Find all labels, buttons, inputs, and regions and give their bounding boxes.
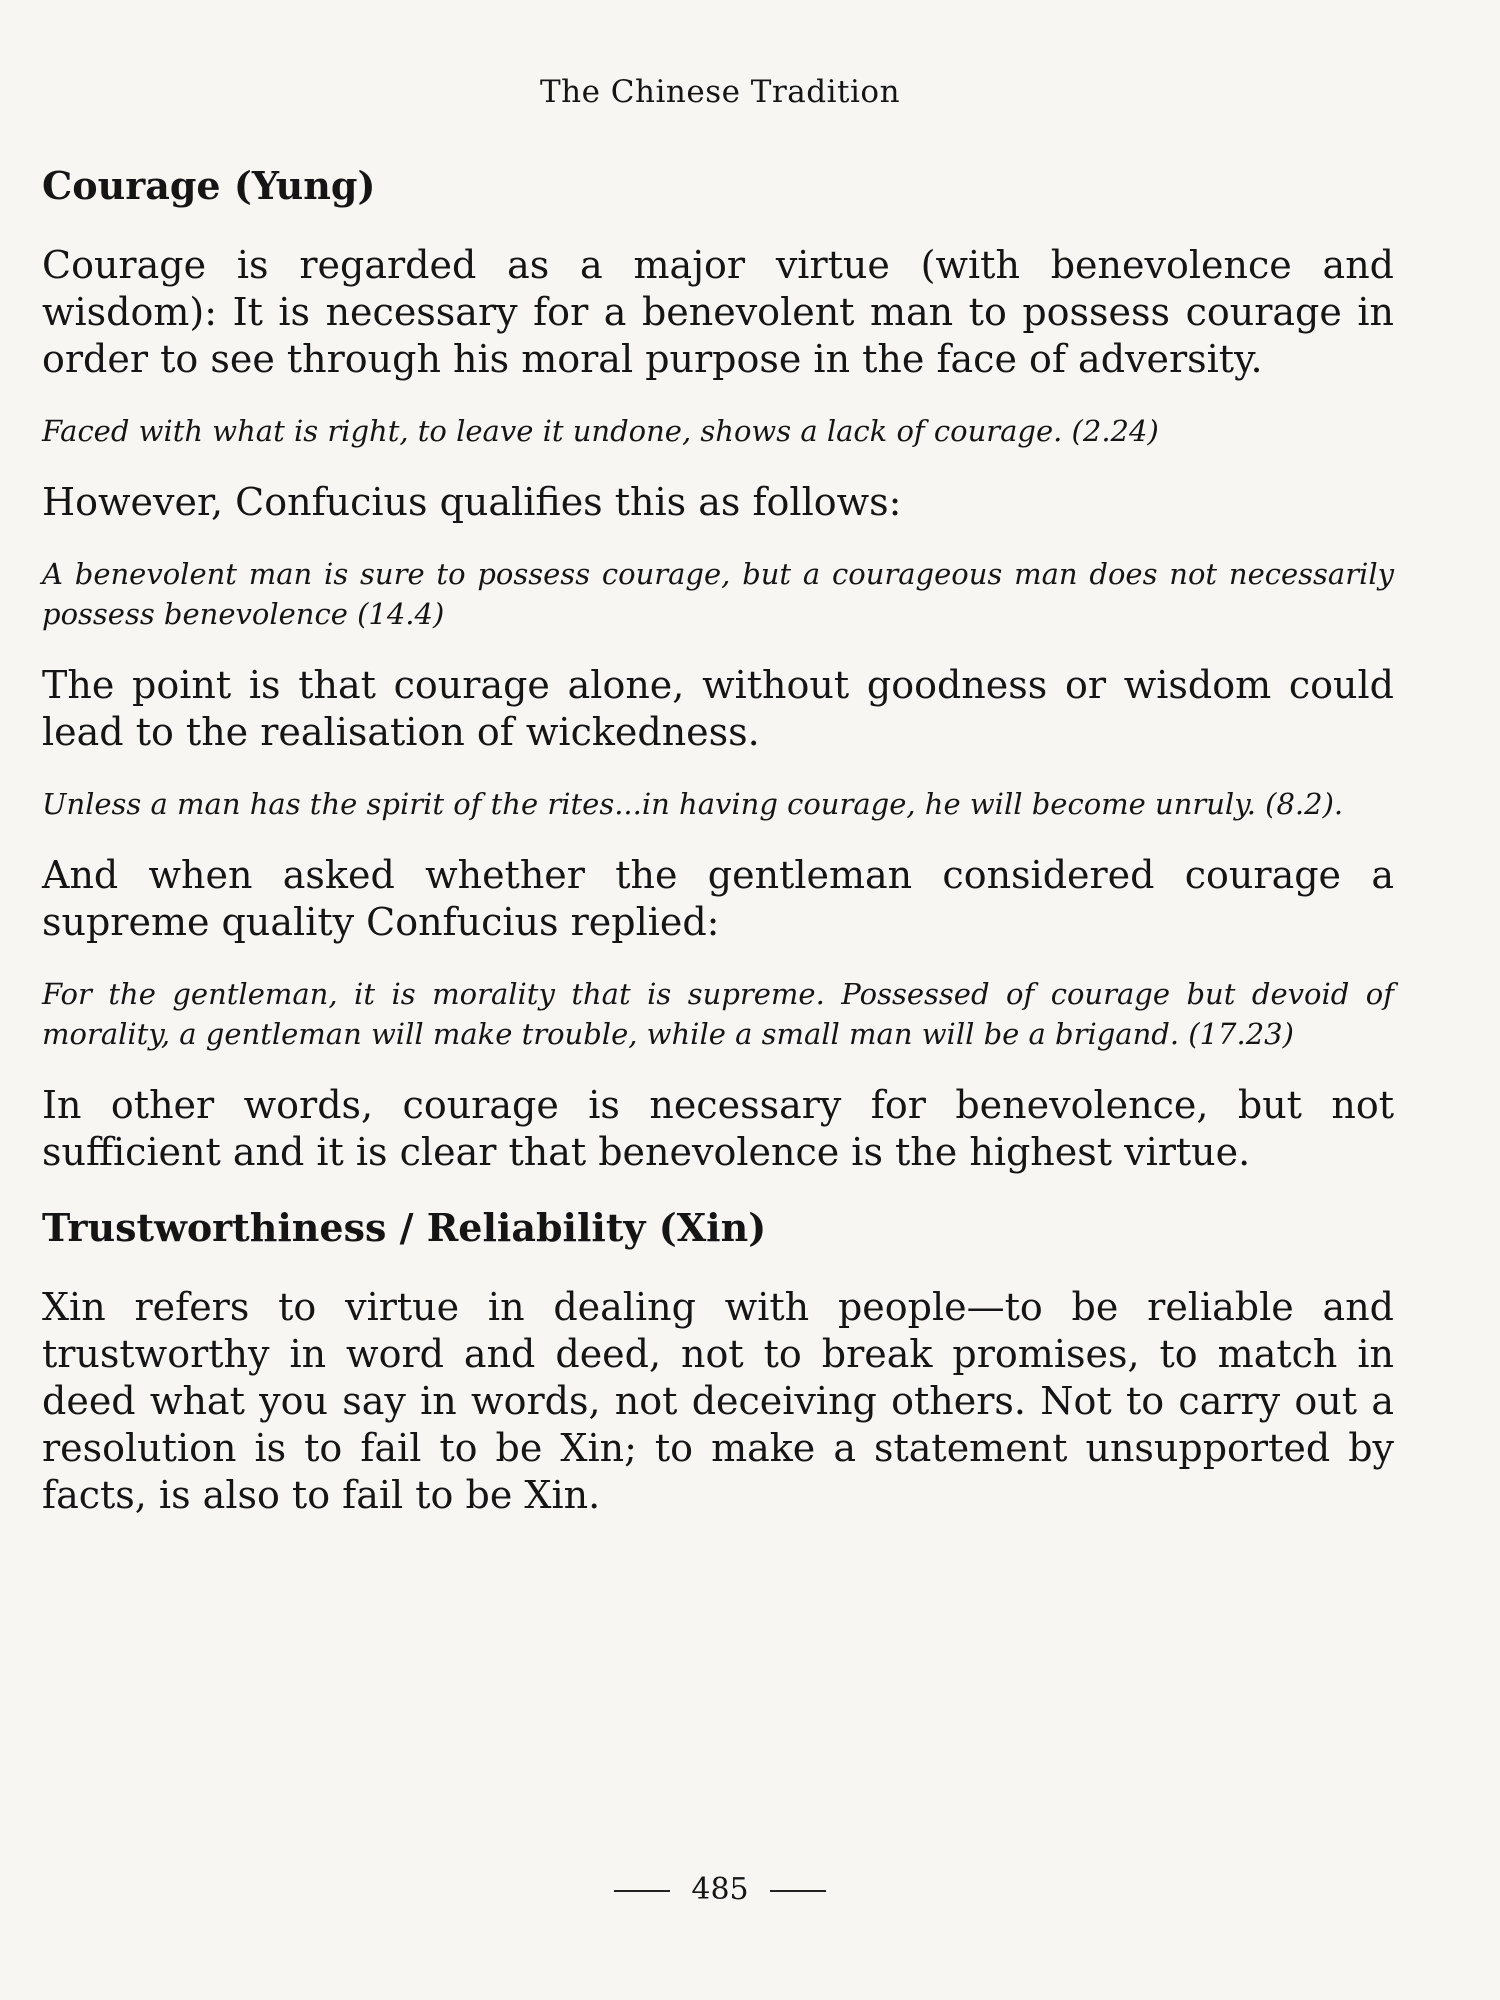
quotation: Faced with what is right, to leave it undone, shows a lack of courage. (2.24) xyxy=(42,414,1159,448)
paragraph: Xin refers to virtue in dealing with people—to be reliable and trustworthy in word and deed, not to break promises, to match in deed what you say in words, not deceiving others. Not to carry out a resolution is to fail to be Xin; to make a statement unsupported by facts, is also to fail to be Xin. xyxy=(42,1285,1394,1517)
running-head: The Chinese Tradition xyxy=(539,74,901,110)
quotation: For the gentleman, it is morality that is supreme. Possessed of courage but devoid of morality, a gentleman will make trouble, while a small man will be a brigand. (17.23) xyxy=(42,977,1394,1051)
footer-dash-right xyxy=(770,1890,826,1892)
paragraph: Courage is regarded as a major virtue (with benevolence and wisdom): It is necessary for a benevolent man to possess courage in order to see through his moral purpose in the face of adversity. xyxy=(42,243,1394,381)
section-heading-courage: Courage (Yung) xyxy=(42,163,376,208)
page-footer xyxy=(0,1872,1440,1907)
paragraph: The point is that courage alone, without goodness or wisdom could lead to the realisation of wickedness. xyxy=(42,663,1394,754)
paragraph: However, Confucius qualifies this as follows: xyxy=(42,480,902,524)
paragraph: And when asked whether the gentleman considered courage a supreme quality Confucius replied: xyxy=(42,853,1394,944)
quotation: A benevolent man is sure to possess courage, but a courageous man does not necessarily possess benevolence (14.4) xyxy=(42,557,1394,631)
quotation: Unless a man has the spirit of the rites...in having courage, he will become unruly. (8.2). xyxy=(42,787,1344,821)
paragraph: In other words, courage is necessary for benevolence, but not sufficient and it is clear that benevolence is the highest virtue. xyxy=(42,1083,1394,1174)
section-heading-xin: Trustworthiness / Reliability (Xin) xyxy=(42,1205,767,1250)
page-number: 485 xyxy=(691,1872,749,1907)
footer-dash-left xyxy=(614,1890,670,1892)
page-content xyxy=(42,162,1394,1547)
